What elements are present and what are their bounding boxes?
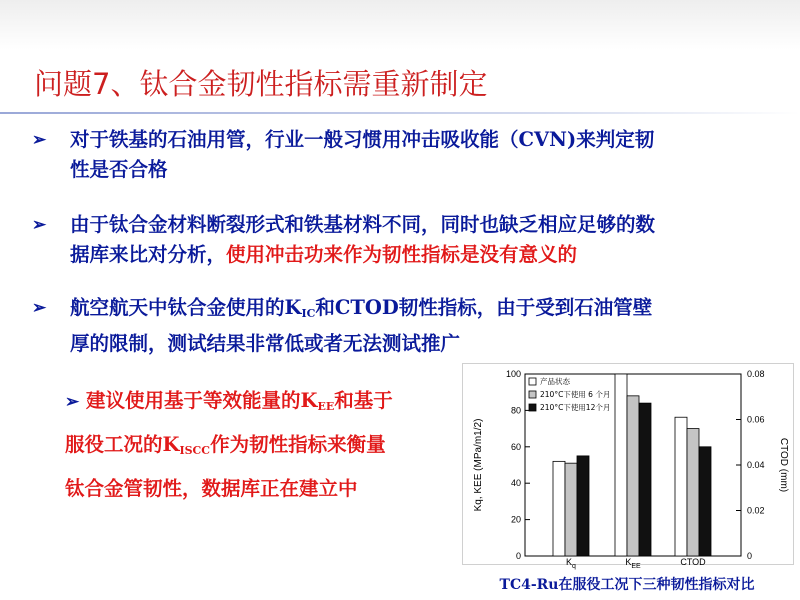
chart-svg	[463, 364, 793, 570]
sub-bullet-text: 作为韧性指标来衡量	[210, 433, 386, 456]
right-tick-label: 0.02	[747, 505, 765, 516]
left-tick-label: 0	[515, 551, 521, 561]
bar	[699, 447, 711, 556]
bullet-text-line: 性是否合格	[70, 158, 168, 181]
right-tick-label: 0.08	[747, 369, 765, 379]
x-tick-label: $K_q$	[566, 557, 576, 570]
arrow-bullet-icon: ➢	[32, 298, 47, 318]
subscript: EE	[317, 400, 335, 413]
right-axis-label: CTOD (mm)	[778, 437, 789, 493]
bar	[639, 403, 651, 556]
subscript: IC	[301, 307, 316, 320]
slide-title: 问题7、钛合金韧性指标需重新制定	[34, 67, 488, 101]
title-divider	[0, 112, 800, 114]
legend-swatch	[529, 404, 536, 411]
sub-bullet-line	[65, 382, 485, 426]
bullet-text: 据库来比对分析，	[70, 243, 227, 266]
bullet-text: 航空航天中钛合金使用的K	[70, 296, 302, 319]
right-tick-label: 0.06	[747, 414, 765, 425]
legend-label: 210°C下使用 6 个月	[540, 390, 611, 399]
sub-bullet-line: 钛合金管韧性，数据库正在建立中	[65, 477, 358, 500]
arrow-bullet-icon: ➢	[65, 392, 80, 412]
sub-bullet-text: 服役工况的K	[65, 433, 180, 456]
right-tick-label: 0	[747, 551, 753, 561]
sub-bullet-line	[65, 426, 485, 470]
left-tick-label: 60	[510, 441, 521, 452]
bullet-cvn	[32, 125, 782, 185]
x-tick-sub: EE	[631, 563, 641, 570]
bullet-text-line: 厚的限制，测试结果非常低或者无法测试推广	[70, 332, 461, 355]
sub-bullet-text: 和基于	[334, 389, 393, 412]
x-tick-label: $K_{EE}$	[625, 557, 641, 570]
bullet-text-line: 由于钛合金材料断裂形式和铁基材料不同，同时也缺乏相应足够的数	[70, 213, 656, 236]
toughness-chart	[462, 363, 794, 570]
left-tick-label: 80	[510, 405, 521, 416]
bar	[675, 417, 687, 556]
bar	[565, 463, 577, 556]
legend-label: 产品状态	[540, 377, 570, 386]
subscript: ISCC	[179, 444, 211, 457]
left-tick-label: 40	[510, 478, 521, 489]
legend-label: 210°C下使用12个月	[540, 403, 611, 412]
x-tick-label: CTOD	[680, 557, 706, 567]
emphasis-text: 使用冲击功来作为韧性指标是没有意义的	[226, 243, 578, 266]
bullet-text-line	[32, 240, 782, 270]
sub-bullet-text: 建议使用基于等效能量的K	[79, 389, 318, 412]
header-band	[0, 0, 800, 50]
arrow-bullet-icon: ➢	[32, 130, 47, 150]
x-tick-sub: q	[572, 563, 576, 570]
legend-swatch	[529, 391, 536, 398]
arrow-bullet-icon: ➢	[32, 215, 47, 235]
bar	[615, 374, 627, 556]
bullet-aerospace	[32, 293, 782, 359]
left-tick-label: 100	[505, 369, 521, 379]
bar	[687, 429, 699, 556]
left-axis-label: Kq, KEE (MPa/m1/2)	[473, 418, 484, 512]
right-tick-label: 0.04	[747, 460, 765, 470]
bullet-text-line	[32, 293, 782, 329]
chart-caption: TC4-Ru在服役工况下三种韧性指标对比	[499, 577, 755, 593]
bullet-text-line: 对于铁基的石油用管，行业一般习惯用冲击吸收能（CVN)来判定韧	[70, 128, 655, 151]
bar	[627, 396, 639, 556]
left-tick-label: 20	[510, 514, 521, 525]
bar	[553, 461, 565, 556]
bar	[577, 456, 589, 556]
bullet-fracture-mode	[32, 210, 782, 270]
legend-swatch	[529, 378, 536, 385]
sub-bullet-recommendation	[65, 382, 485, 508]
bullet-text: 和CTOD韧性指标，由于受到石油管壁	[315, 296, 653, 319]
